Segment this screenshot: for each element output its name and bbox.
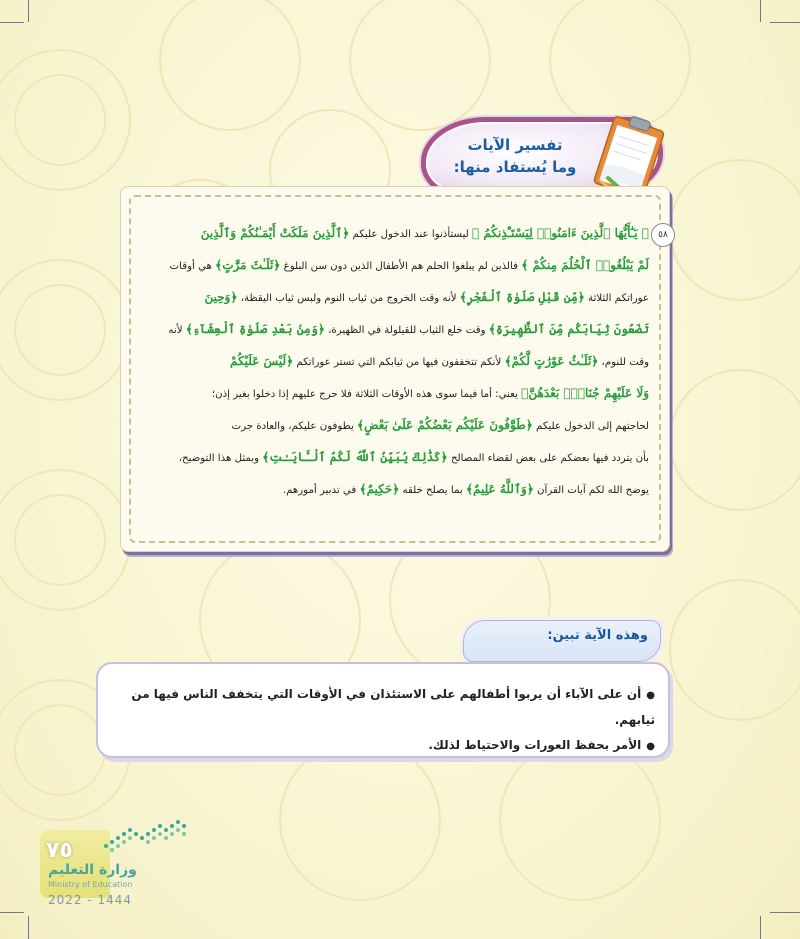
explanation-text: لحاجتهم إلى الدخول عليكم bbox=[532, 421, 649, 432]
ministry-name-arabic: وزارة التعليم bbox=[48, 862, 137, 878]
quran-quote: لَمْ يَبْلُغُوا۟ ٱلْحُلُمَ مِنكُمْ ﴾ bbox=[521, 258, 649, 272]
explanation-text: لأنه bbox=[168, 325, 186, 336]
quran-quote: ﴿مِّن قَبْلِ صَلَوٰةِ ٱلْفَجْرِ﴾ bbox=[459, 290, 585, 304]
page-number: ٧٥ bbox=[46, 838, 73, 863]
lessons-title: وهذه الآية تبين: bbox=[547, 628, 648, 643]
section-title bbox=[440, 134, 590, 178]
quran-quote: ﴿طَوَّٰفُونَ عَلَيْكُم بَعْضُكُمْ عَلَىٰ بَعْضٍ﴾ bbox=[357, 418, 533, 432]
tafsir-line bbox=[134, 282, 649, 314]
quran-quote: وَلَا عَلَيْهِمْ جُنَاحٌۢ بَعْدَهُنَّ﴾ bbox=[521, 386, 649, 400]
edition-year: 2022 - 1444 bbox=[48, 893, 133, 907]
explanation-text: بأن يتردد فيها بعضكم على بعض لقضاء المصالح bbox=[447, 453, 649, 464]
quran-quote: ﴿لَيْسَ عَلَيْكُمْ bbox=[230, 354, 294, 368]
lesson-item: ● أن على الآباء أن يربوا أطفالهم على الاستئذان في الأوقات التي يتخفف الناس فيها من ثيابهم. bbox=[110, 682, 655, 733]
crop-mark bbox=[0, 22, 24, 23]
tafsir-line bbox=[134, 218, 649, 250]
quran-quote: ﴿حَكِيمٌ﴾ bbox=[359, 482, 400, 496]
crop-mark bbox=[770, 22, 800, 23]
tafsir-text bbox=[134, 218, 649, 506]
quran-quote: ﴿وَحِينَ bbox=[204, 290, 238, 304]
explanation-text: وبمثل هذا التوضيح، bbox=[178, 453, 263, 464]
explanation-text: ليستأذنوا عند الدخول عليكم bbox=[349, 229, 473, 240]
explanation-text: لأنكم تتخففون فيها من ثيابكم التي تستر عوراتكم bbox=[293, 357, 505, 368]
tafsir-line bbox=[134, 378, 649, 410]
quran-quote: ﴿ٱلَّذِينَ مَلَكَتْ أَيْمَـٰنُكُمْ وَٱلَّذِينَ bbox=[200, 226, 350, 240]
crop-mark bbox=[28, 916, 29, 939]
section-title-line2: وما يُستفاد منها: bbox=[453, 158, 577, 176]
explanation-text: في تدبير أمورهم. bbox=[282, 485, 360, 496]
tafsir-line bbox=[134, 314, 649, 346]
quran-quote: ﴿وَمِنۢ بَعْدِ صَلَوٰةِ ٱلْعِشَآءِ﴾ bbox=[185, 322, 325, 336]
quran-quote: ﴿ثَلَـٰثُ عَوْرَٰتٍ لَّكُمْ﴾ bbox=[504, 354, 599, 368]
explanation-text: بما يصلح خلقه bbox=[399, 485, 466, 496]
aya-number-marker: ٥٨ bbox=[651, 223, 675, 247]
tafsir-line bbox=[134, 410, 649, 442]
lesson-item: ● الأمر بحفظ العورات والاحتياط لذلك. bbox=[110, 733, 655, 759]
explanation-text: هي أوقات bbox=[169, 261, 216, 272]
crop-mark bbox=[770, 912, 800, 913]
section-title-line1: تفسير الآيات bbox=[467, 136, 563, 154]
quran-quote: ﴿كَذَٰلِكَ يُبَيِّنُ ٱللَّهُ لَكُمُ ٱلْـَٔايَـٰتِ﴾ bbox=[262, 450, 448, 464]
lessons-list bbox=[110, 682, 655, 759]
tafsir-line bbox=[134, 442, 649, 474]
quran-quote: ﴿وَٱللَّهُ عَلِيمٌ﴾ bbox=[465, 482, 534, 496]
tafsir-line bbox=[134, 474, 649, 506]
crop-mark bbox=[760, 0, 761, 22]
tafsir-line bbox=[134, 250, 649, 282]
quran-quote: ﴿ثَلَـٰثَ مَرَّٰتٍ﴾ bbox=[215, 258, 281, 272]
explanation-text: وقت للنوم، bbox=[598, 357, 649, 368]
ministry-name-english: Ministry of Education bbox=[48, 880, 133, 889]
explanation-text: فالذين لم يبلغوا الحلم هم الأطفال الذين دون سن البلوغ bbox=[280, 261, 522, 272]
explanation-text: وقت خلع الثياب للقيلولة في الظهيرة، bbox=[324, 325, 489, 336]
explanation-text: يطوفون عليكم، والعادة جرت bbox=[231, 421, 358, 432]
quran-quote: ﴿ يَـٰٓأَيُّهَا ٱلَّذِينَ ءَامَنُوا۟ لِيَسْتَـْٔذِنكُمُ ﴾ bbox=[472, 226, 649, 240]
quran-quote: تَضَعُونَ ثِيَابَكُم مِّنَ ٱلظَّهِيرَةِ﴾ bbox=[488, 322, 649, 336]
tafsir-line bbox=[134, 346, 649, 378]
crop-mark bbox=[760, 916, 761, 939]
crop-mark bbox=[0, 912, 24, 913]
explanation-text: يوضح الله لكم آيات القرآن bbox=[533, 485, 649, 496]
explanation-text: لأنه وقت الخروج من ثياب النوم ولبس ثياب اليقظة، bbox=[237, 293, 460, 304]
explanation-text: عوراتكم الثلاثة bbox=[584, 293, 649, 304]
explanation-text: يعني: أما فيما سوى هذه الأوقات الثلاثة فلا حرج عليهم إذا دخلوا بغير إذن؛ bbox=[211, 389, 522, 400]
ministry-logo-icon bbox=[98, 818, 190, 854]
crop-mark bbox=[28, 0, 29, 22]
